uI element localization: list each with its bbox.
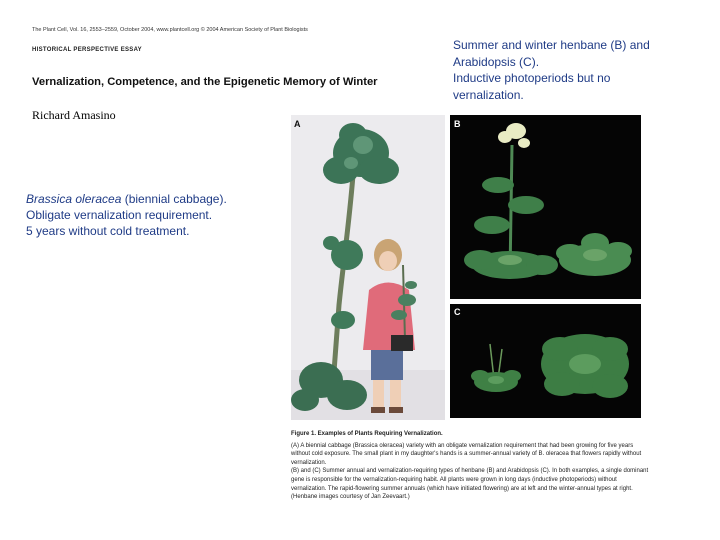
caption-bc-line4: vernalization. [453,87,524,102]
caption-bc-line2: Arabidopsis (C). [453,54,540,69]
figure-caption-para-bc: (B) and (C) Summer annual and vernalization-requiring types of henbane (B) and Arabidopsis (C). In both examples, a single dominant gene is responsible for the vernalization-requiring habit. All plants were grown in long days (inductive photoperiods) without vernalization. The rapid-flowering summer annuals (which have initiated flowering) are at left and the winter-annual types at right. (Henbane images courtesy of Jan Zeevaart.) [291,468,649,501]
species-suffix: (biennial cabbage). [121,192,227,206]
caption-bc-line3: Inductive photoperiods but no [453,71,611,85]
caption-panel-a [26,191,256,239]
cabbage-photo-illustration [291,115,445,420]
panel-c-label: C [454,307,461,317]
figure-caption [291,430,651,502]
species-name: Brassica oleracea [26,192,122,206]
figure-caption-para-a: (A) A biennial cabbage (Brassica oleracea) variety with an obligate vernalization requirement that had been growing for five years without cold exposure. The small plant in my daughter's hands is a summer-annual variety of B. oleracea that flowers rapidly without vernalization. [291,442,642,466]
caption-bc-line1: Summer and winter henbane (B) and [453,38,650,52]
figure-panel-b [450,115,641,299]
caption-panels-bc [453,37,708,103]
henbane-photo-illustration [450,115,641,299]
figure-panel-a [291,115,445,420]
journal-citation: The Plant Cell, Vol. 16, 2553–2559, October 2004, www.plantcell.org © 2004 American Society of Plant Biologists [32,27,308,33]
arabidopsis-photo-illustration [450,304,641,418]
panel-a-label: A [294,119,301,129]
essay-type-label: HISTORICAL PERSPECTIVE ESSAY [32,47,142,53]
author-name: Richard Amasino [32,108,116,122]
caption-a-line3: 5 years without cold treatment. [26,224,190,238]
caption-a-line2: Obligate vernalization requirement. [26,208,213,222]
figure-panel-c [450,304,641,418]
panel-b-label: B [454,119,461,129]
figure-caption-title: Figure 1. Examples of Plants Requiring Vernalization. [291,431,443,437]
paper-title: Vernalization, Competence, and the Epigenetic Memory of Winter [32,76,378,88]
caption-a-line1 [26,191,256,207]
